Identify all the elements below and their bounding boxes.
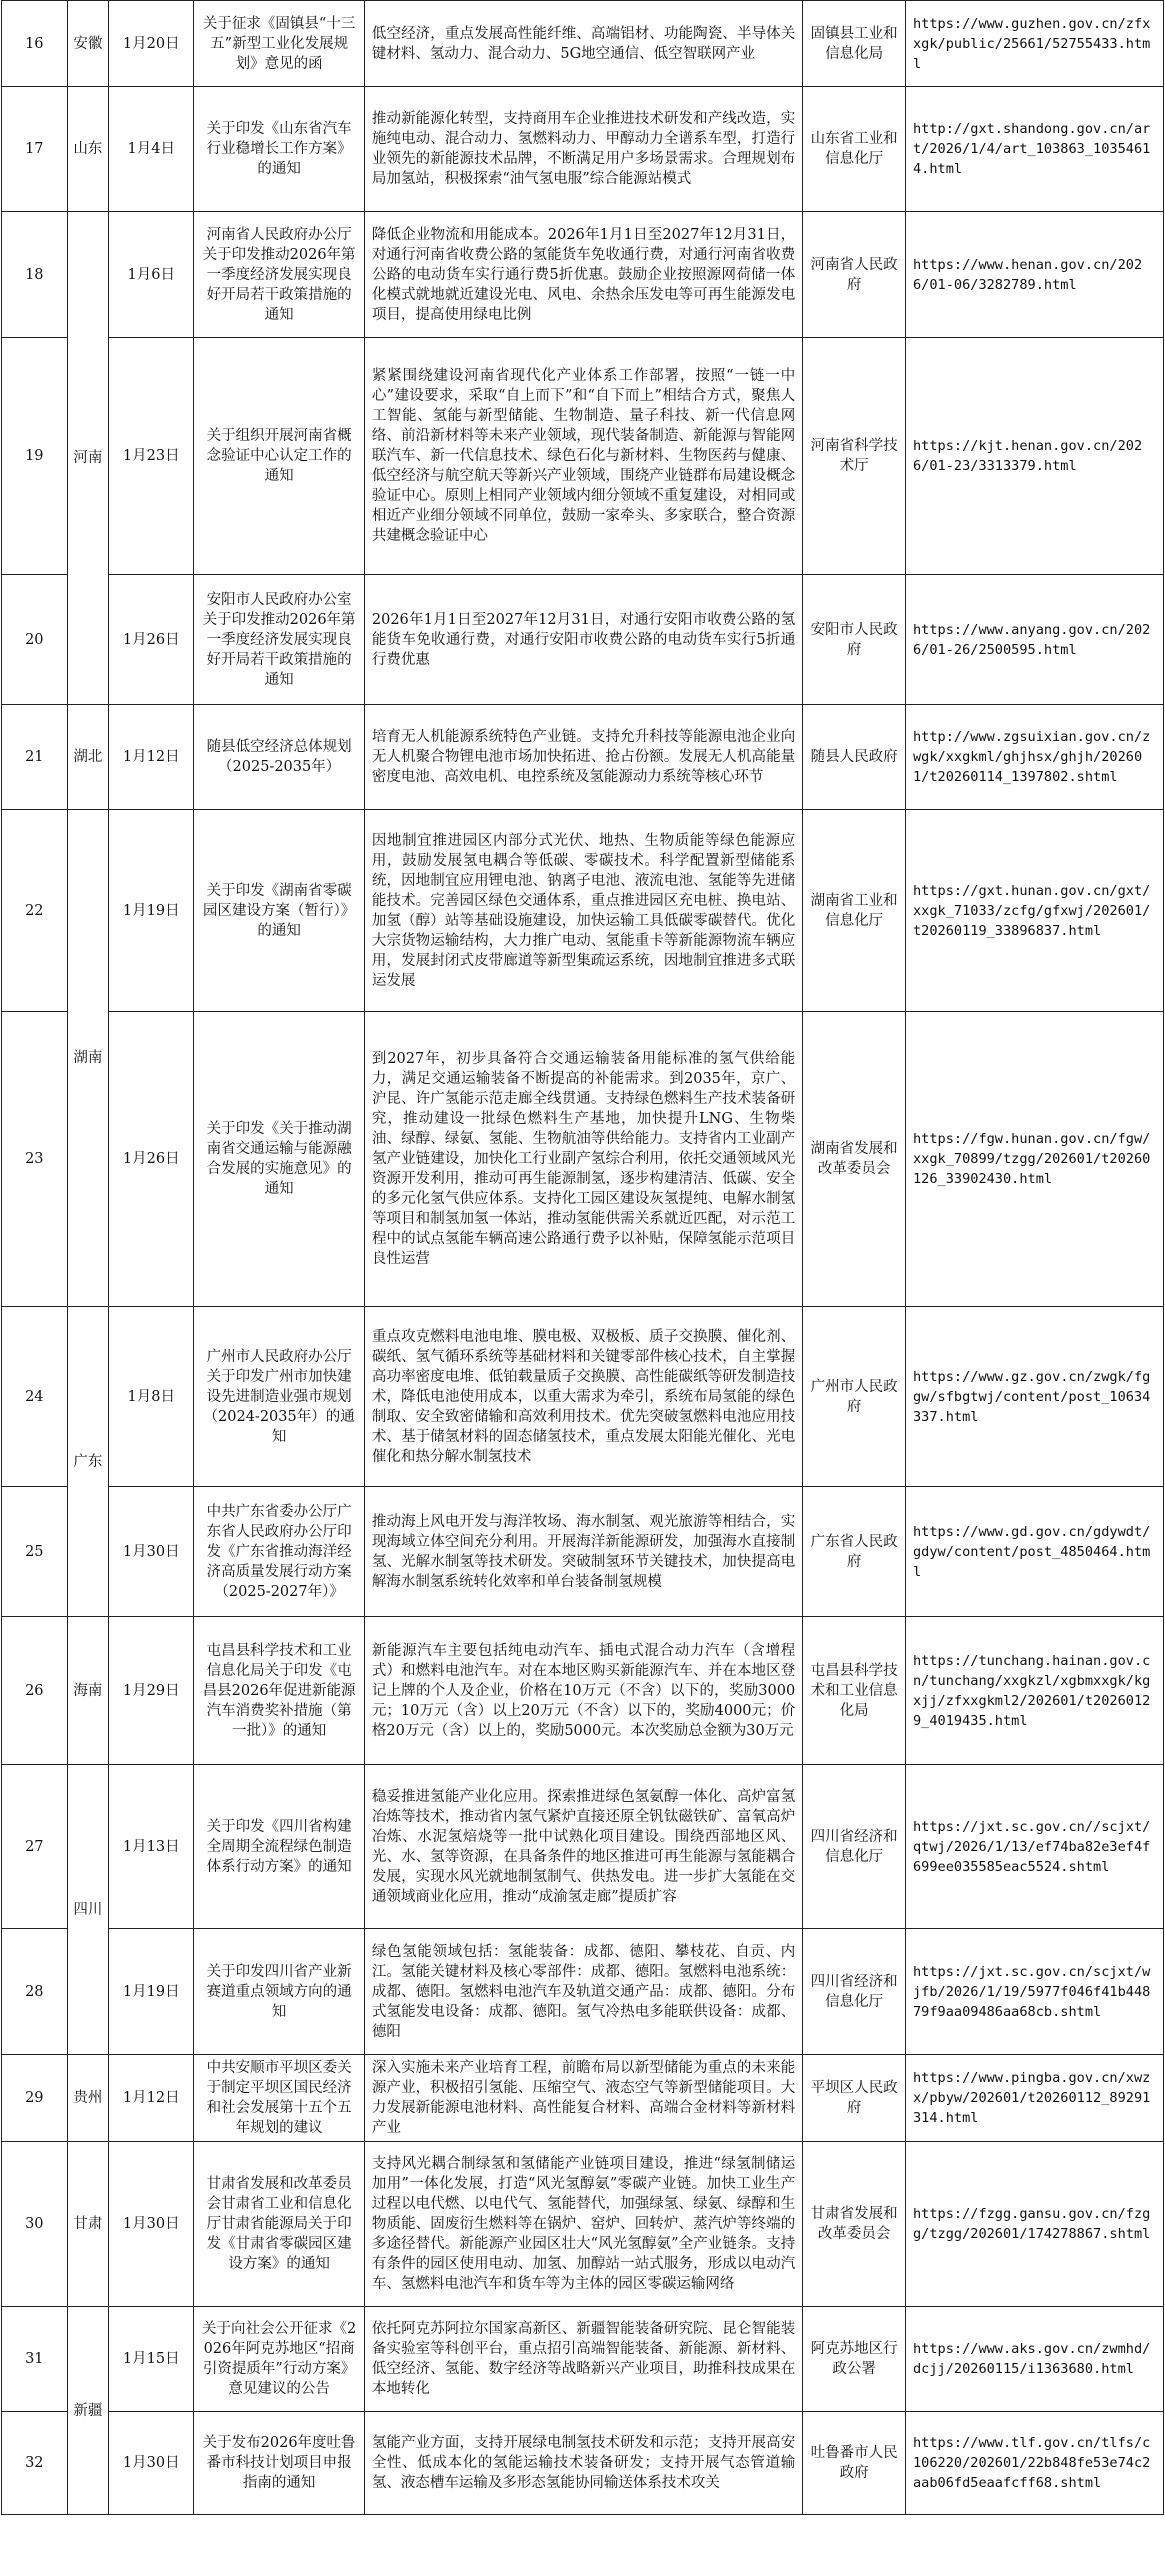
title-cell: 关于印发《山东省汽车行业稳增长工作方案》的通知 (194, 87, 365, 212)
table-row (2, 2055, 1164, 2142)
table-row (2, 212, 1164, 338)
content-cell: 新能源汽车主要包括纯电动汽车、插电式混合动力汽车（含增程式）和燃料电池汽车。对在本地区购买新能源汽车、并在本地区登记上牌的个人及企业，价格在10万元（不含）以下的，奖励3000元；10万元（含）以上20万元（不含）以下的，奖励4000元；价格20万元（含）以上的，奖励5000元。本次奖励总金额为30万元 (364, 1617, 802, 1765)
issuer-cell: 湖南省工业和信息化厅 (803, 810, 906, 1012)
date-cell: 1月26日 (109, 575, 194, 705)
table-row (2, 1617, 1164, 1765)
url-link[interactable]: https://jxt.sc.gov.cn//scjxt/qtwj/2026/1/13/ef74ba82e3ef4f699ee035585eac5524.shtml (905, 1765, 1163, 1929)
url-link[interactable]: https://fzgg.gansu.gov.cn/fzgg/tzgg/202601/174278867.shtml (905, 2142, 1163, 2307)
issuer-cell: 随县人民政府 (803, 705, 906, 810)
url-link[interactable]: https://tunchang.hainan.gov.cn/tunchang/xxgkzl/xgbmxxgk/kgxjj/zfxxgkml2/202601/t20260129_4019435.html (905, 1617, 1163, 1765)
row-number: 27 (2, 1765, 68, 1929)
content-cell: 绿色氢能领域包括：氢能装备：成都、德阳、攀枝花、自贡、内江。氢能关键材料及核心零部件：成都、德阳。氢燃料电池系统：成都、德阳。氢燃料电池汽车及轨道交通产品：成都、德阳。分布式氢能发电设备：成都、德阳。氢气冷热电多能联供设备：成都、德阳 (364, 1929, 802, 2055)
row-number: 23 (2, 1012, 68, 1307)
issuer-cell: 甘肃省发展和改革委员会 (803, 2142, 906, 2307)
title-cell: 随县低空经济总体规划（2025-2035年） (194, 705, 365, 810)
issuer-cell: 山东省工业和信息化厅 (803, 87, 906, 212)
issuer-cell: 广州市人民政府 (803, 1307, 906, 1487)
row-number: 20 (2, 575, 68, 705)
issuer-cell: 阿克苏地区行政公署 (803, 2307, 906, 2412)
url-link[interactable]: https://fgw.hunan.gov.cn/fgw/xxgk_70899/tzgg/202601/t20260126_33902430.html (905, 1012, 1163, 1307)
issuer-cell: 吐鲁番市人民政府 (803, 2412, 906, 2515)
issuer-cell: 四川省经济和信息化厅 (803, 1765, 906, 1929)
row-number: 32 (2, 2412, 68, 2515)
date-cell: 1月26日 (109, 1012, 194, 1307)
table-row (2, 2307, 1164, 2412)
row-number: 30 (2, 2142, 68, 2307)
province-cell: 海南 (67, 1617, 109, 1765)
title-cell: 关于组织开展河南省概念验证中心认定工作的通知 (194, 338, 365, 575)
row-number: 24 (2, 1307, 68, 1487)
content-cell: 稳妥推进氢能产业化应用。探索推进绿色氢氨醇一体化、高炉富氢冶炼等技术，推动省内氢气紧炉直接还原全钒钛磁铁矿、富氧高炉冶炼、水泥氢焙烧等一批中试熟化项目建设。围绕西部地区风、光、水、氢等资源，在具备条件的地区推进可再生能源与氢能耦合发展，实现水风光就地制氢制气、供热发电。进一步扩大氢能在交通领域商业化应用，推动“成渝氢走廊”提质扩容 (364, 1765, 802, 1929)
date-cell: 1月15日 (109, 2307, 194, 2412)
content-cell: 重点攻克燃料电池电堆、膜电极、双极板、质子交换膜、催化剂、碳纸、氢气循环系统等基础材料和关键零部件核心技术，自主掌握高功率密度电堆、低铂载量质子交换膜、高性能碳纸等研发制造技术，降低电池使用成本，以重大需求为牵引，系统布局氢能的绿色制取、安全致密储输和高效利用技术。优先突破氢燃料电池应用技术、基于储氢材料的固态储氢技术，重点发展太阳能光催化、光电催化和热分解水制氢技术 (364, 1307, 802, 1487)
issuer-cell: 四川省经济和信息化厅 (803, 1929, 906, 2055)
title-cell: 屯昌县科学技术和工业信息化局关于印发《屯昌县2026年促进新能源汽车消费奖补措施（第一批）》的通知 (194, 1617, 365, 1765)
province-cell: 安徽 (67, 1, 109, 87)
province-cell: 新疆 (67, 2307, 109, 2515)
issuer-cell: 平坝区人民政府 (803, 2055, 906, 2142)
date-cell: 1月20日 (109, 1, 194, 87)
row-number: 21 (2, 705, 68, 810)
title-cell: 中共广东省委办公厅广东省人民政府办公厅印发《广东省推动海洋经济高质量发展行动方案（2025-2027年）》 (194, 1487, 365, 1617)
content-cell: 紧紧围绕建设河南省现代化产业体系工作部署，按照“一链一中心”建设要求，采取“自上而下”和“自下而上”相结合方式，聚焦人工智能、氢能与新型储能、生物制造、量子科技、新一代信息网络、前沿新材料等未来产业领域，现代装备制造、新能源与智能网联汽车、新一代信息技术、绿色石化与新材料、生物医药与健康、低空经济与航空航天等新兴产业领域，围绕产业链群布局建设概念验证中心。原则上相同产业领域内细分领域不重复建设，对相同或相近产业细分领域不同单位，鼓励一家牵头、多家联合，整合资源共建概念验证中心 (364, 338, 802, 575)
row-number: 17 (2, 87, 68, 212)
content-cell: 降低企业物流和用能成本。2026年1月1日至2027年12月31日，对通行河南省收费公路的氢能货车免收通行费，对通行河南省收费公路的电动货车实行通行费5折优惠。鼓励企业按照源网荷储一体化模式就地就近建设光电、风电、余热余压发电等可再生能源发电项目，提高使用绿电比例 (364, 212, 802, 338)
url-link[interactable]: https://www.tlf.gov.cn/tlfs/c106220/202601/22b848fe53e74c2aab06fd5eaafcff68.shtml (905, 2412, 1163, 2515)
title-cell: 关于印发四川省产业新赛道重点领域方向的通知 (194, 1929, 365, 2055)
title-cell: 关于向社会公开征求《2026年阿克苏地区“招商引资提质年”行动方案》意见建议的公告 (194, 2307, 365, 2412)
content-cell: 依托阿克苏阿拉尔国家高新区、新疆智能装备研究院、昆仑智能装备实验室等科创平台，重点招引高端智能装备、新能源、新材料、低空经济、氢能、数字经济等战略新兴产业项目，助推科技成果在本地转化 (364, 2307, 802, 2412)
row-number: 31 (2, 2307, 68, 2412)
content-cell: 到2027年，初步具备符合交通运输装备用能标准的氢气供给能力，满足交通运输装备不断提高的补能需求。到2035年，京广、沪昆、许广氢能示范走廊全线贯通。支持绿色燃料生产技术装备研究，推动建设一批绿色燃料生产基地，加快提升LNG、生物柴油、绿醇、绿氨、氢能、生物航油等供给能力。支持省内工业副产氢产业链建设，加快化工行业副产氢综合利用，依托交通领域风光资源开发利用，推动可再生能源制氢，逐步构建清洁、低碳、安全的多元化氢气供应体系。支持化工园区建设灰氢提纯、电解水制氢等项目和制氢加氢一体站，推动氢能供需关系就近匹配，对示范工程中的试点氢能车辆高速公路通行费予以补贴，保障氢能示范项目良性运营 (364, 1012, 802, 1307)
table-row (2, 1487, 1164, 1617)
issuer-cell: 广东省人民政府 (803, 1487, 906, 1617)
date-cell: 1月29日 (109, 1617, 194, 1765)
table-row (2, 338, 1164, 575)
content-cell: 氢能产业方面，支持开展绿电制氢技术研发和示范；支持开展高安全性、低成本化的氢能运输技术装备研发；支持开展气态管道输氢、液态槽车运输及多形态氢能协同输送体系技术攻关 (364, 2412, 802, 2515)
province-cell: 湖北 (67, 705, 109, 810)
row-number: 29 (2, 2055, 68, 2142)
date-cell: 1月30日 (109, 2142, 194, 2307)
content-cell: 推动海上风电开发与海洋牧场、海水制氢、观光旅游等相结合，实现海域立体空间充分利用。开展海洋新能源研发，加强海水直接制氢、光解水制氢等技术研发。突破制氢环节关键技术，加快提高电解海水制氢系统转化效率和单台装备制氢规模 (364, 1487, 802, 1617)
table-row (2, 2412, 1164, 2515)
table-row (2, 575, 1164, 705)
url-link[interactable]: http://www.zgsuixian.gov.cn/zwgk/xxgkml/ghjhsx/ghjh/202601/t20260114_1397802.shtml (905, 705, 1163, 810)
url-link[interactable]: https://jxt.sc.gov.cn/scjxt/wjfb/2026/1/19/5977f046f41b44879f9aa09486aa68cb.shtml (905, 1929, 1163, 2055)
title-cell: 关于印发《湖南省零碳园区建设方案（暂行）》的通知 (194, 810, 365, 1012)
url-link[interactable]: https://www.aks.gov.cn/zwmhd/dcjj/20260115/i1363680.html (905, 2307, 1163, 2412)
date-cell: 1月30日 (109, 2412, 194, 2515)
province-cell: 贵州 (67, 2055, 109, 2142)
date-cell: 1月19日 (109, 1929, 194, 2055)
row-number: 26 (2, 1617, 68, 1765)
title-cell: 广州市人民政府办公厅关于印发广州市加快建设先进制造业强市规划（2024-2035年）的通知 (194, 1307, 365, 1487)
url-link[interactable]: https://www.gz.gov.cn/zwgk/fggw/sfbgtwj/content/post_10634337.html (905, 1307, 1163, 1487)
date-cell: 1月12日 (109, 2055, 194, 2142)
url-link[interactable]: https://www.gd.gov.cn/gdywdt/gdyw/content/post_4850464.html (905, 1487, 1163, 1617)
row-number: 28 (2, 1929, 68, 2055)
row-number: 22 (2, 810, 68, 1012)
date-cell: 1月8日 (109, 1307, 194, 1487)
content-cell: 推动新能源化转型，支持商用车企业推进技术研发和产线改造，实施纯电动、混合动力、氢燃料动力、甲醇动力全谱系车型，打造行业领先的新能源技术品牌，不断满足用户多场景需求。合理规划布局加氢站，积极探索“油气氢电服”综合能源站模式 (364, 87, 802, 212)
policy-table (1, 0, 1164, 2515)
date-cell: 1月23日 (109, 338, 194, 575)
province-cell: 四川 (67, 1765, 109, 2055)
issuer-cell: 湖南省发展和改革委员会 (803, 1012, 906, 1307)
url-link[interactable]: https://www.anyang.gov.cn/2026/01-26/2500595.html (905, 575, 1163, 705)
url-link[interactable]: https://www.henan.gov.cn/2026/01-06/3282789.html (905, 212, 1163, 338)
url-link[interactable]: https://gxt.hunan.gov.cn/gxt/xxgk_71033/zcfg/gfxwj/202601/t20260119_33896837.html (905, 810, 1163, 1012)
table-row (2, 810, 1164, 1012)
date-cell: 1月6日 (109, 212, 194, 338)
url-link[interactable]: https://www.guzhen.gov.cn/zfxxgk/public/25661/52755433.html (905, 1, 1163, 87)
date-cell: 1月4日 (109, 87, 194, 212)
row-number: 25 (2, 1487, 68, 1617)
table-row (2, 87, 1164, 212)
title-cell: 甘肃省发展和改革委员会甘肃省工业和信息化厅甘肃省能源局关于印发《甘肃省零碳园区建设方案》的通知 (194, 2142, 365, 2307)
title-cell: 中共安顺市平坝区委关于制定平坝区国民经济和社会发展第十五个五年规划的建议 (194, 2055, 365, 2142)
table-row (2, 705, 1164, 810)
content-cell: 培育无人机能源系统特色产业链。支持允升科技等能源电池企业向无人机聚合物锂电池市场加快拓进、抢占份额。发展无人机高能量密度电池、高效电机、电控系统及氢能源动力系统等核心环节 (364, 705, 802, 810)
content-cell: 支持风光耦合制绿氢和氢储能产业链项目建设，推进“绿氢制储运加用”一体化发展，打造“风光氢醇氨”零碳产业链。加快工业生产过程以电代燃、以电代气、氢能替代，加强绿氢、绿氨、绿醇和生物质能、固废衍生燃料等在锅炉、窑炉、回转炉、蒸汽炉等终端的多途径替代。新能源产业园区壮大“风光氢醇氨”全产业链条。支持有条件的园区使用电动、加氢、加醇站一站式服务，形成以电动汽车、氢燃料电池汽车和货车等为主体的园区零碳运输网络 (364, 2142, 802, 2307)
province-cell: 湖南 (67, 810, 109, 1307)
table-row (2, 1, 1164, 87)
content-cell: 因地制宜推进园区内部分式光伏、地热、生物质能等绿色能源应用，鼓励发展氢电耦合等低碳、零碳技术。科学配置新型储能系统，因地制宜应用锂电池、钠离子电池、液流电池、氢能等先进储能技术。完善园区绿色交通体系，重点推进园区充电桩、换电站、加氢（醇）站等基础设施建设，加快运输工具低碳零碳替代。优化大宗货物运输结构，大力推广电动、氢能重卡等新能源物流车辆应用，发展封闭式皮带廊道等新型集疏运系统，因地制宜推进多式联运发展 (364, 810, 802, 1012)
title-cell: 关于印发《四川省构建全周期全流程绿色制造体系行动方案》的通知 (194, 1765, 365, 1929)
province-cell: 河南 (67, 212, 109, 705)
issuer-cell: 固镇县工业和信息化局 (803, 1, 906, 87)
title-cell: 安阳市人民政府办公室关于印发推动2026年第一季度经济发展实现良好开局若干政策措施的通知 (194, 575, 365, 705)
table-row (2, 1307, 1164, 1487)
issuer-cell: 河南省科学技术厅 (803, 338, 906, 575)
title-cell: 关于发布2026年度吐鲁番市科技计划项目申报指南的通知 (194, 2412, 365, 2515)
content-cell: 深入实施未来产业培育工程，前瞻布局以新型储能为重点的未来能源产业，积极招引氢能、压缩空气、液态空气等新型储能项目。大力发展新能源电池材料、高性能复合材料、高端合金材料等新材料产业 (364, 2055, 802, 2142)
url-link[interactable]: https://www.pingba.gov.cn/xwzx/pbyw/202601/t20260112_89291314.html (905, 2055, 1163, 2142)
content-cell: 2026年1月1日至2027年12月31日，对通行安阳市收费公路的氢能货车免收通行费，对通行安阳市收费公路的电动货车实行5折通行费优惠 (364, 575, 802, 705)
content-cell: 低空经济，重点发展高性能纤维、高端铝材、功能陶瓷、半导体关键材料、氢动力、混合动力、5G地空通信、低空智联网产业 (364, 1, 802, 87)
table-row (2, 1765, 1164, 1929)
date-cell: 1月13日 (109, 1765, 194, 1929)
url-link[interactable]: https://kjt.henan.gov.cn/2026/01-23/3313379.html (905, 338, 1163, 575)
row-number: 18 (2, 212, 68, 338)
row-number: 19 (2, 338, 68, 575)
table-row (2, 1012, 1164, 1307)
issuer-cell: 屯昌县科学技术和工业信息化局 (803, 1617, 906, 1765)
issuer-cell: 河南省人民政府 (803, 212, 906, 338)
title-cell: 关于征求《固镇县“十三五”新型工业化发展规划》意见的函 (194, 1, 365, 87)
date-cell: 1月12日 (109, 705, 194, 810)
province-cell: 甘肃 (67, 2142, 109, 2307)
title-cell: 关于印发《关于推动湖南省交通运输与能源融合发展的实施意见》的通知 (194, 1012, 365, 1307)
table-row (2, 1929, 1164, 2055)
date-cell: 1月19日 (109, 810, 194, 1012)
url-link[interactable]: http://gxt.shandong.gov.cn/art/2026/1/4/art_103863_10354614.html (905, 87, 1163, 212)
province-cell: 山东 (67, 87, 109, 212)
title-cell: 河南省人民政府办公厅关于印发推动2026年第一季度经济发展实现良好开局若干政策措施的通知 (194, 212, 365, 338)
province-cell: 广东 (67, 1307, 109, 1617)
table-row (2, 2142, 1164, 2307)
issuer-cell: 安阳市人民政府 (803, 575, 906, 705)
row-number: 16 (2, 1, 68, 87)
date-cell: 1月30日 (109, 1487, 194, 1617)
